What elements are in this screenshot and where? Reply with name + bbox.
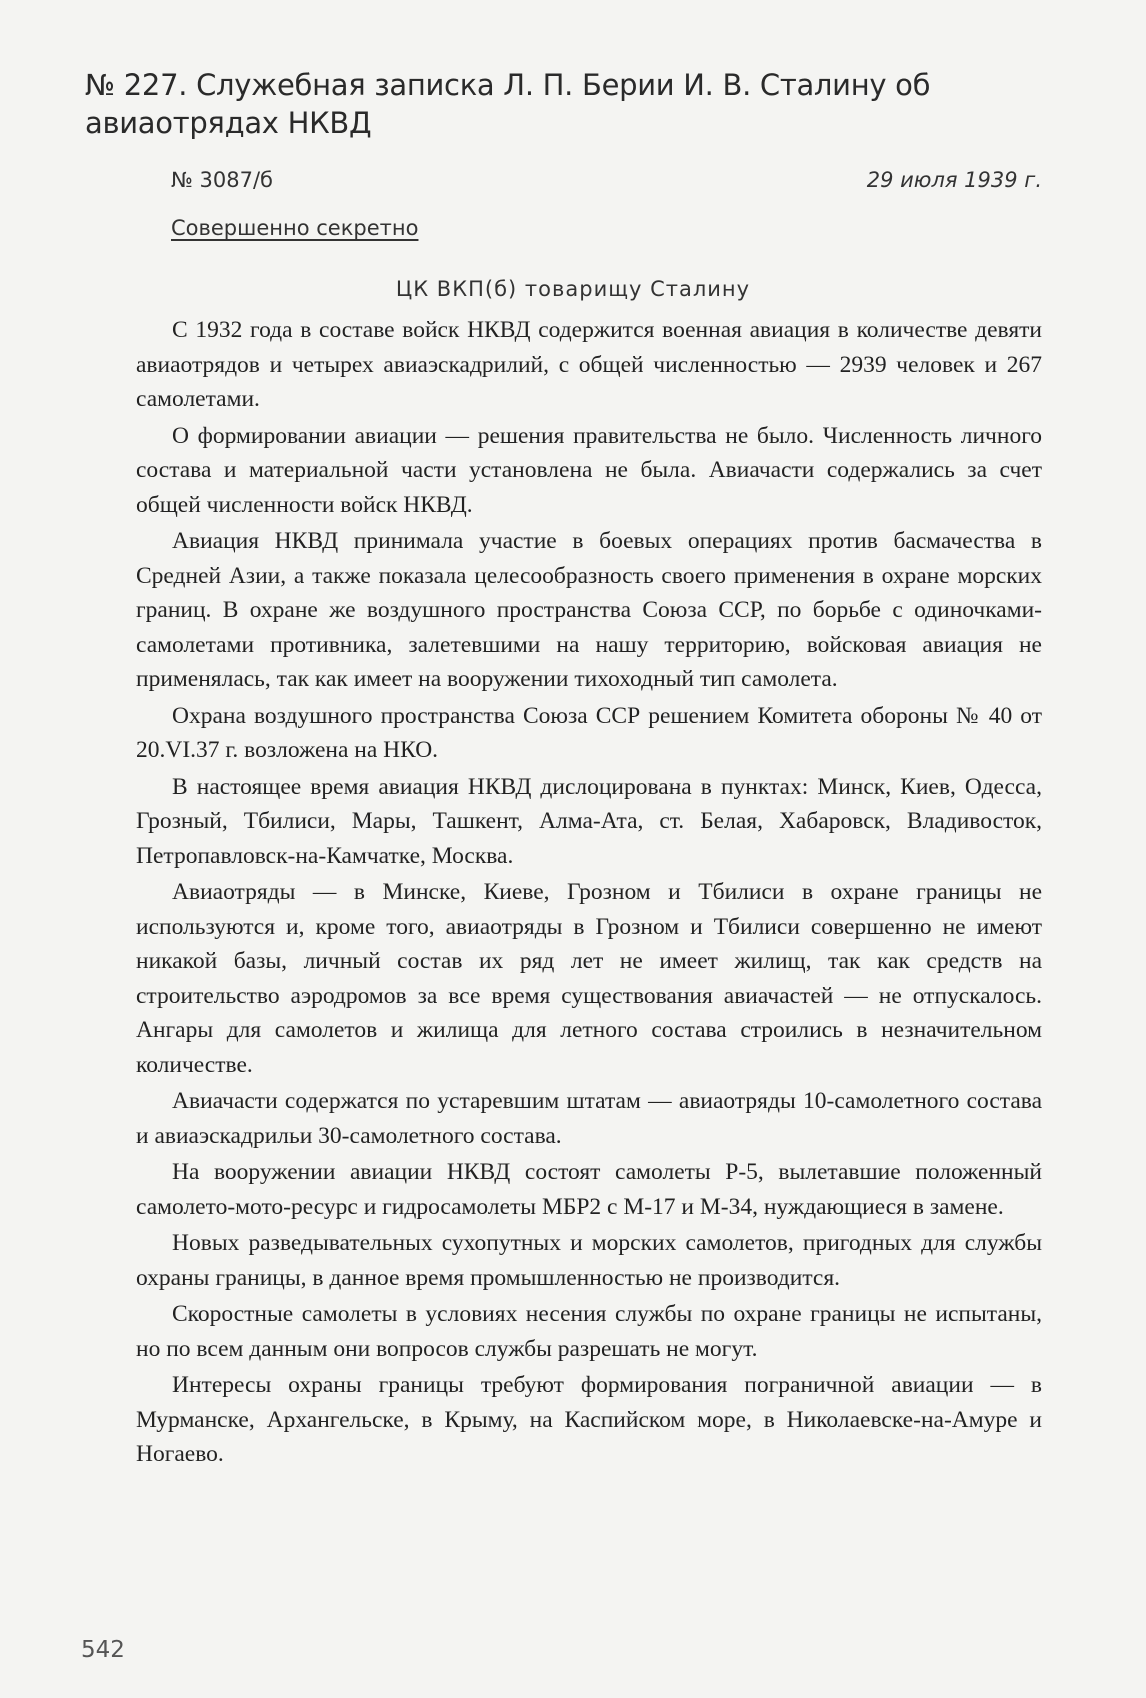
document-heading: № 227. Служебная записка Л. П. Берии И. В. Сталину об авиаотрядах НКВД xyxy=(85,68,931,140)
paragraph: Авиачасти содержатся по устаревшим штатам — авиаотряды 10-самолетного состава и авиаэскадрильи 30-самолетного состава. xyxy=(136,1088,1042,1149)
paragraph: На вооружении авиации НКВД состоят самолеты Р-5, вылетавшие положенный самолето-мото-ресурс и гидросамолеты МБР2 с М-17 и М-34, нуждающиеся в замене. xyxy=(136,1159,1042,1220)
paragraph: Авиаотряды — в Минске, Киеве, Грозном и Тбилиси в охране границы не используются и, кроме того, авиаотряды в Грозном и Тбилиси совершенно не имеют никакой базы, личный состав их ряд лет не имеет жилищ, так как средств на строительство аэродромов за все время существования авиачастей — не отпускалось. Ангары для самолетов и жилища для летного состава строились в незначительном количестве. xyxy=(136,879,1042,1078)
paragraph: Новых разведывательных сухопутных и морских самолетов, пригодных для службы охраны границы, в данное время промышленностью не производится. xyxy=(136,1230,1042,1291)
paragraph: О формировании авиации — решения правительства не было. Численность личного состава и материальной части установлена не была. Авиачасти содержались за счет общей численности войск НКВД. xyxy=(136,422,1042,518)
document-number: № 3087/б xyxy=(171,168,273,192)
paragraph: Охрана воздушного пространства Союза ССР решением Комитета обороны № 40 от 20.VI.37 г. возложена на НКО. xyxy=(136,702,1042,763)
addressee: ЦК ВКП(б) товарищу Сталину xyxy=(395,277,751,301)
paragraph: В настоящее время авиация НКВД дислоцирована в пунктах: Минск, Киев, Одесса, Грозный, Тбилиси, Мары, Ташкент, Алма-Ата, ст. Белая, Хабаровск, Владивосток, Петропавловск-на-Камчатке, Москва. xyxy=(136,773,1042,869)
secrecy-stamp: Совершенно секретно xyxy=(171,216,419,240)
document-date: 29 июля 1939 г. xyxy=(866,168,1042,192)
paragraph: Интересы охраны границы требуют формирования пограничной авиации — в Мурманске, Архангельске, в Крыму, на Каспийском море, в Николаевске-на-Амуре и Ногаево. xyxy=(136,1372,1042,1467)
paragraph: С 1932 года в составе войск НКВД содержится военная авиация в количестве девяти авиаотрядов и четырех авиаэскадрилий, с общей численностью — 2939 человек и 267 самолетами. xyxy=(136,317,1042,412)
paragraph: Скоростные самолеты в условиях несения службы по охране границы не испытаны, но по всем данным они вопросов службы разрешать не могут. xyxy=(136,1301,1042,1362)
paragraph: Авиация НКВД принимала участие в боевых операциях против басмачества в Средней Азии, а также показала целесообразность своего применения в охране морских границ. В охране же воздушного пространства Союза ССР, по борьбе с одиночками-самолетами противника, залетевшими на нашу территорию, войсковая авиация не применялась, так как имеет на вооружении тихоходный тип самолета. xyxy=(136,528,1042,692)
page-number: 542 xyxy=(81,1637,125,1663)
document-body xyxy=(136,313,1042,1474)
